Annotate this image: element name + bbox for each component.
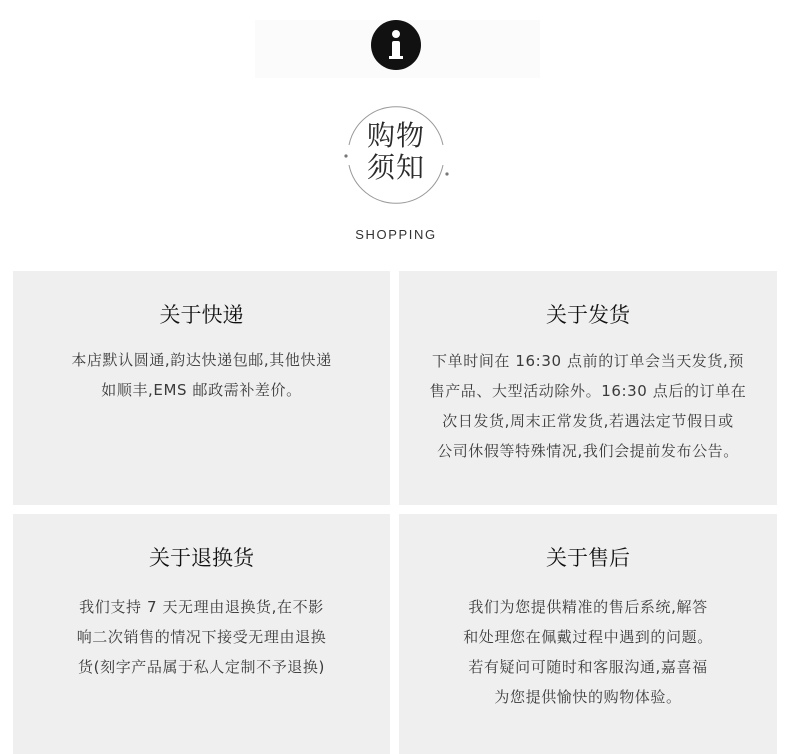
card-line: 货(刻字产品属于私人定制不予退换) <box>78 658 325 676</box>
card-returns <box>13 514 390 754</box>
card-delivery <box>13 271 390 505</box>
card-shipping <box>399 271 777 505</box>
card-line: 公司休假等特殊情况,我们会提前发布公告。 <box>437 442 739 460</box>
card-title: 关于发货 <box>546 303 630 327</box>
card-body <box>399 346 777 466</box>
page-subtitle: SHOPPING <box>355 227 437 242</box>
shopping-header <box>0 0 790 262</box>
page-title <box>341 120 451 184</box>
card-line: 售产品、大型活动除外。16:30 点后的订单在 <box>429 382 747 400</box>
card-body <box>13 345 390 405</box>
card-after-sales <box>399 514 777 754</box>
title-ring <box>341 100 451 210</box>
info-icon-base <box>389 56 403 59</box>
card-body <box>399 592 777 712</box>
card-line: 我们支持 7 天无理由退换货,在不影 <box>79 598 324 616</box>
card-line: 我们为您提供精准的售后系统,解答 <box>468 598 708 616</box>
card-line: 响二次销售的情况下接受无理由退换 <box>76 628 327 646</box>
card-line: 本店默认圆通,韵达快递包邮,其他快递 <box>71 351 332 369</box>
card-title: 关于退换货 <box>149 546 254 570</box>
card-line: 若有疑问可随时和客服沟通,嘉喜福 <box>468 658 708 676</box>
card-line: 如顺丰,EMS 邮政需补差价。 <box>101 381 302 399</box>
card-body <box>13 592 390 682</box>
card-line: 和处理您在佩戴过程中遇到的问题。 <box>463 628 713 646</box>
card-line: 下单时间在 16:30 点前的订单会当天发货,预 <box>432 352 744 370</box>
card-line: 次日发货,周末正常发货,若遇法定节假日或 <box>442 412 734 430</box>
card-title: 关于快递 <box>159 303 244 327</box>
card-line: 为您提供愉快的购物体验。 <box>494 688 682 706</box>
info-icon-dot <box>392 30 400 38</box>
card-title: 关于售后 <box>546 546 630 570</box>
page-title-line2: 须知 <box>366 151 425 184</box>
info-icon <box>371 20 421 70</box>
page-title-line1: 购物 <box>366 119 425 152</box>
